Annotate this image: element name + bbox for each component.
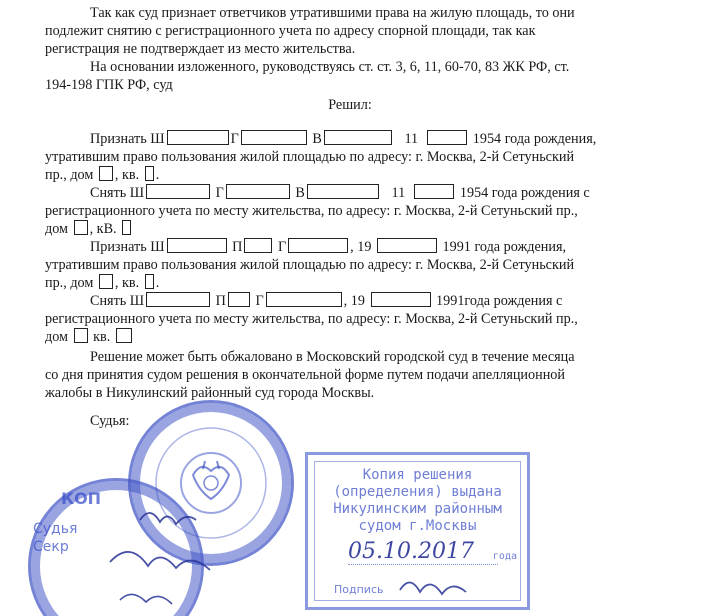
text-fragment: , 19: [350, 239, 372, 255]
text-fragment: 1954 года рождения,: [472, 131, 597, 147]
text-fragment: дом: [45, 329, 69, 345]
text-line: Так как суд признает ответчиков утратившими права на жилую площадь, то они: [90, 5, 575, 21]
stamp-year-suffix: года: [492, 551, 517, 562]
text-fragment: Снять Ш: [90, 293, 145, 309]
judge-label: Судья:: [90, 413, 130, 429]
text-fragment: .: [155, 167, 160, 183]
stamp-line: (определения) выдана: [333, 484, 502, 500]
redacted-name: [324, 130, 392, 145]
text-fragment: Г: [255, 293, 264, 309]
redacted-flat: [116, 328, 132, 343]
redacted-name: [241, 130, 307, 145]
redacted-date: [414, 184, 454, 199]
text-fragment: пр., дом: [45, 275, 94, 291]
text-line: Решение может быть обжаловано в Московский городской суд в течение месяца: [90, 349, 575, 365]
text-fragment: Признать Ш: [90, 239, 165, 255]
text-fragment: 1954 года рождения с: [459, 185, 590, 201]
text-line: жалобы в Никулинский районный суд города Москвы.: [45, 385, 375, 401]
text-line: подлежит снятию с регистрационного учета по адресу спорной площади, так как: [45, 23, 536, 39]
stamp-line: Никулинским районным: [333, 501, 502, 517]
decision-heading-wrap: [45, 96, 655, 114]
decision-item-4: [45, 292, 655, 346]
decision-line: утратившим право пользования жилой площадью по адресу: г. Москва, 2-й Сетуньский: [45, 257, 575, 273]
text-fragment: пр., дом: [45, 167, 94, 183]
decision-line: регистрационного учета по месту жительства, по адресу: г. Москва, 2-й Сетуньский пр.,: [45, 203, 578, 219]
redacted-name: [226, 184, 290, 199]
text-fragment: Г: [215, 185, 224, 201]
decision-line: [45, 130, 655, 148]
decision-item-1: [45, 130, 655, 184]
redacted-house: [99, 274, 113, 289]
stamp-text-secretary: Секр: [33, 539, 69, 555]
text-fragment: 1991 года рождения,: [442, 239, 567, 255]
stamp-text-kop: КОП: [61, 489, 102, 508]
text-fragment: , кВ.: [89, 221, 117, 237]
text-fragment: 1991года рождения с: [436, 293, 563, 309]
stamp-sign-label: Подпись: [334, 583, 384, 596]
redacted-name: [266, 292, 342, 307]
text-fragment: кв.: [93, 329, 111, 345]
text-line: 194-198 ГПК РФ, суд: [45, 77, 173, 93]
text-fragment: , кв.: [114, 167, 140, 183]
text-line: со дня принятия судом решения в окончательной форме путем подачи апелляционной: [45, 367, 565, 383]
redacted-name: [146, 184, 210, 199]
redacted-name: [167, 130, 229, 145]
stamp-date: 05.10.2017: [348, 539, 498, 565]
stamp-inner-border: [314, 461, 521, 601]
redacted-house: [99, 166, 113, 181]
decision-line: [45, 292, 655, 310]
text-fragment: .: [155, 275, 160, 291]
redacted-flat: [145, 274, 154, 289]
decision-item-3: [45, 238, 655, 292]
redacted-flat: [145, 166, 154, 181]
text-fragment: , 19: [343, 293, 365, 309]
redacted-name: [146, 292, 210, 307]
redacted-name: [228, 292, 250, 307]
redacted-name: [288, 238, 348, 253]
decision-item-2: [45, 184, 655, 238]
text-fragment: дом: [45, 221, 69, 237]
text-fragment: Признать Ш: [90, 131, 165, 147]
redacted-name: [307, 184, 379, 199]
text-fragment: , кв.: [114, 275, 140, 291]
redacted-flat: [122, 220, 131, 235]
decision-line: [45, 184, 655, 202]
decision-line: [45, 328, 655, 346]
redacted-house: [74, 220, 88, 235]
decision-line: [45, 220, 655, 238]
decision-line: [45, 166, 655, 184]
text-fragment: П: [215, 293, 226, 309]
decision-line: [45, 274, 655, 292]
stamp-line: судом г.Москвы: [358, 518, 477, 534]
decision-heading: Решил:: [328, 97, 372, 113]
stamp-line: Копия решения: [362, 467, 473, 483]
text-fragment: 11: [391, 185, 406, 201]
redacted-house: [74, 328, 88, 343]
text-line: На основании изложенного, руководствуясь ст. ст. 3, 6, 11, 60-70, 83 ЖК РФ, ст.: [90, 59, 570, 75]
document-body: [45, 4, 655, 94]
appeal-paragraph: [45, 348, 655, 402]
text-fragment: В: [312, 131, 322, 147]
text-fragment: 11: [404, 131, 419, 147]
copy-issued-stamp: [305, 452, 530, 610]
redacted-name: [167, 238, 227, 253]
redacted-date: [371, 292, 431, 307]
decision-line: [45, 238, 655, 256]
text-fragment: Снять Ш: [90, 185, 145, 201]
text-fragment: Г: [277, 239, 287, 255]
decision-line: регистрационного учета по месту жительства, по адресу: г. Москва, 2-й Сетуньский пр.,: [45, 311, 578, 327]
stamp-text-judge: Судья: [33, 521, 78, 537]
text-fragment: Г: [230, 131, 239, 147]
redacted-date: [377, 238, 437, 253]
text-fragment: В: [295, 185, 305, 201]
redacted-name: [244, 238, 272, 253]
text-line: регистрация не подтверждает из место жительства.: [45, 41, 356, 57]
decision-line: утратившим право пользования жилой площадью по адресу: г. Москва, 2-й Сетуньский: [45, 149, 575, 165]
redacted-date: [427, 130, 467, 145]
text-fragment: П: [232, 239, 243, 255]
